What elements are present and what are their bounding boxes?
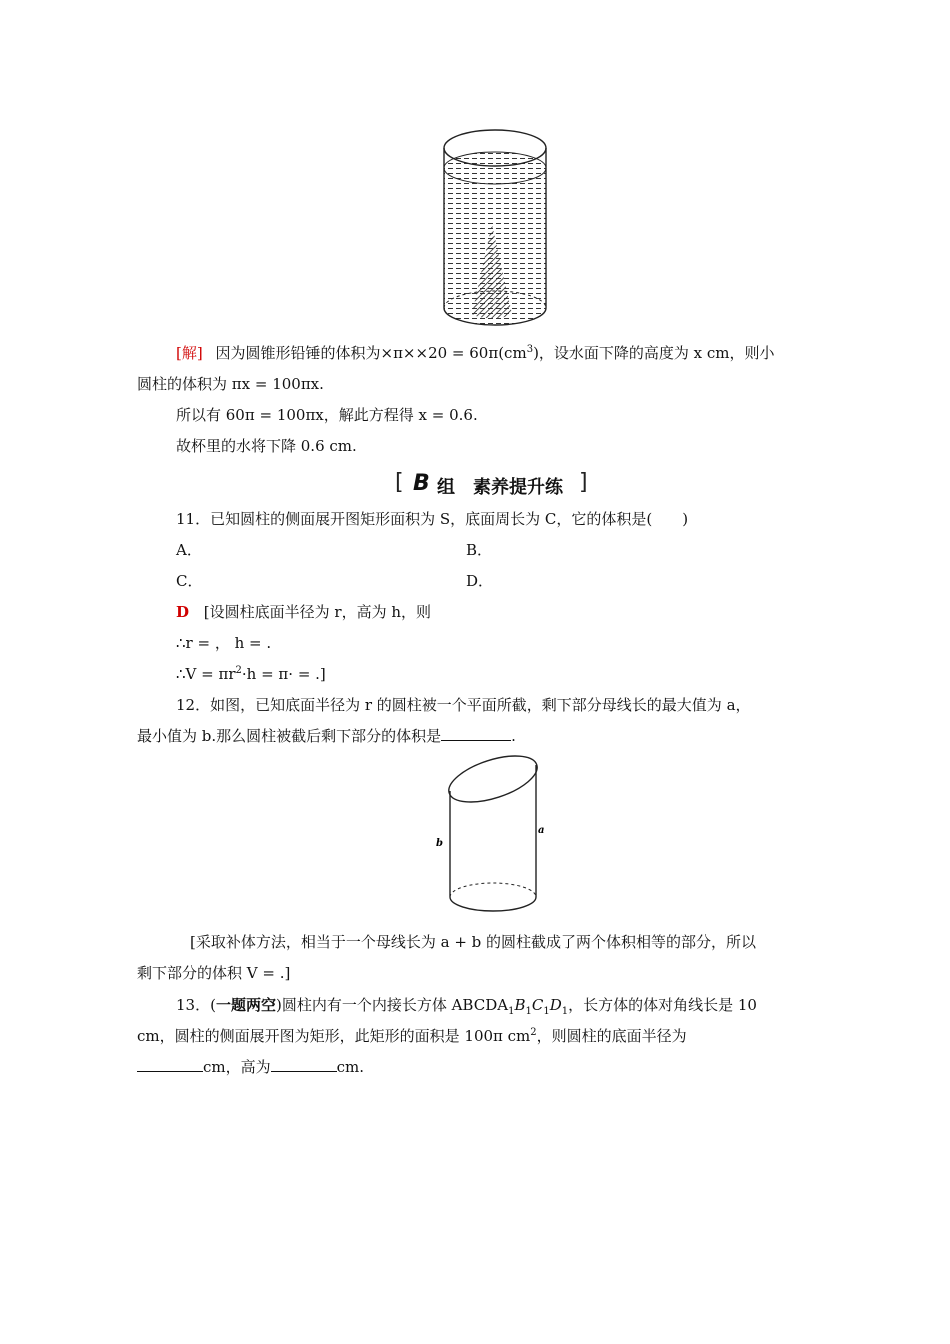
- section-heading: [ B 组 素养提升练 ]: [395, 470, 588, 498]
- q12-stem-2: 最小值为 b.那么圆柱被截后剩下部分的体积是 .: [137, 727, 516, 745]
- section-letter: B: [413, 471, 429, 496]
- truncated-cylinder-figure: [430, 755, 555, 925]
- q11-solution-2: ∴r = ， h = .: [176, 634, 272, 652]
- q11-solution-1: [设圆柱底面半径为 r，高为 h，则: [203, 603, 432, 621]
- q11-stem: 11．已知圆柱的侧面展开图矩形面积为 S，底面周长为 C，它的体积是( ): [176, 510, 689, 528]
- q11-option-c: C．: [176, 572, 203, 590]
- q11-option-b: B．: [466, 541, 493, 559]
- q11-answer: D: [176, 603, 190, 621]
- solution-text-4: 故杯里的水将下降 0.6 cm.: [176, 437, 357, 455]
- q13-tag: 一题两空: [215, 996, 276, 1014]
- solution-text-3: 所以有 60π = 100πx，解此方程得 x = 0.6.: [176, 406, 478, 424]
- q12-answer-blank: [441, 726, 511, 741]
- label-b: b: [436, 838, 443, 849]
- q12-stem-1: 12．如图，已知底面半径为 r 的圆柱被一个平面所截，剩下部分母线长的最大值为 a，: [176, 696, 751, 714]
- q12-solution-2: 剩下部分的体积 V = .]: [137, 964, 291, 982]
- q13-blank-height: [271, 1057, 337, 1072]
- q12-solution-1: [采取补体方法，相当于一个母线长为 a + b 的圆柱截成了两个体积相等的部分，所以: [190, 933, 757, 951]
- solution-tag: [解]: [176, 344, 203, 362]
- solution-text-1: 因为圆锥形铅锤的体积为$\times\pi\times\times 20 = 60\pi(cm^3)$，设水面下降的高度为 x cm，则小: [215, 344, 775, 362]
- q13-stem-1: 13．(一题两空)圆柱内有一个内接长方体 $ABCDA_1B_1C_1D_1$，长方体的体对角线长是 10: [176, 996, 757, 1017]
- q13-blank-radius: [137, 1057, 203, 1072]
- q11-solution-3: ∴V = $\pi r^2\cdot h = \pi\cdot$ = .]: [176, 665, 326, 683]
- q11-option-d: D．: [466, 572, 494, 590]
- q11-option-a: A．: [176, 541, 202, 559]
- label-a: a: [538, 825, 545, 836]
- cylinder-cone-figure: [440, 126, 550, 336]
- section-title: 组 素养提升练: [437, 477, 563, 498]
- solution-text-2: 圆柱的体积为 πx = 100πx.: [137, 375, 324, 393]
- q13-stem-3: cm，高为 cm.: [137, 1057, 364, 1077]
- q13-stem-2: cm，圆柱的侧面展开图为矩形，此矩形的面积是 100π $cm^2$，则圆柱的底面半径为: [137, 1027, 687, 1045]
